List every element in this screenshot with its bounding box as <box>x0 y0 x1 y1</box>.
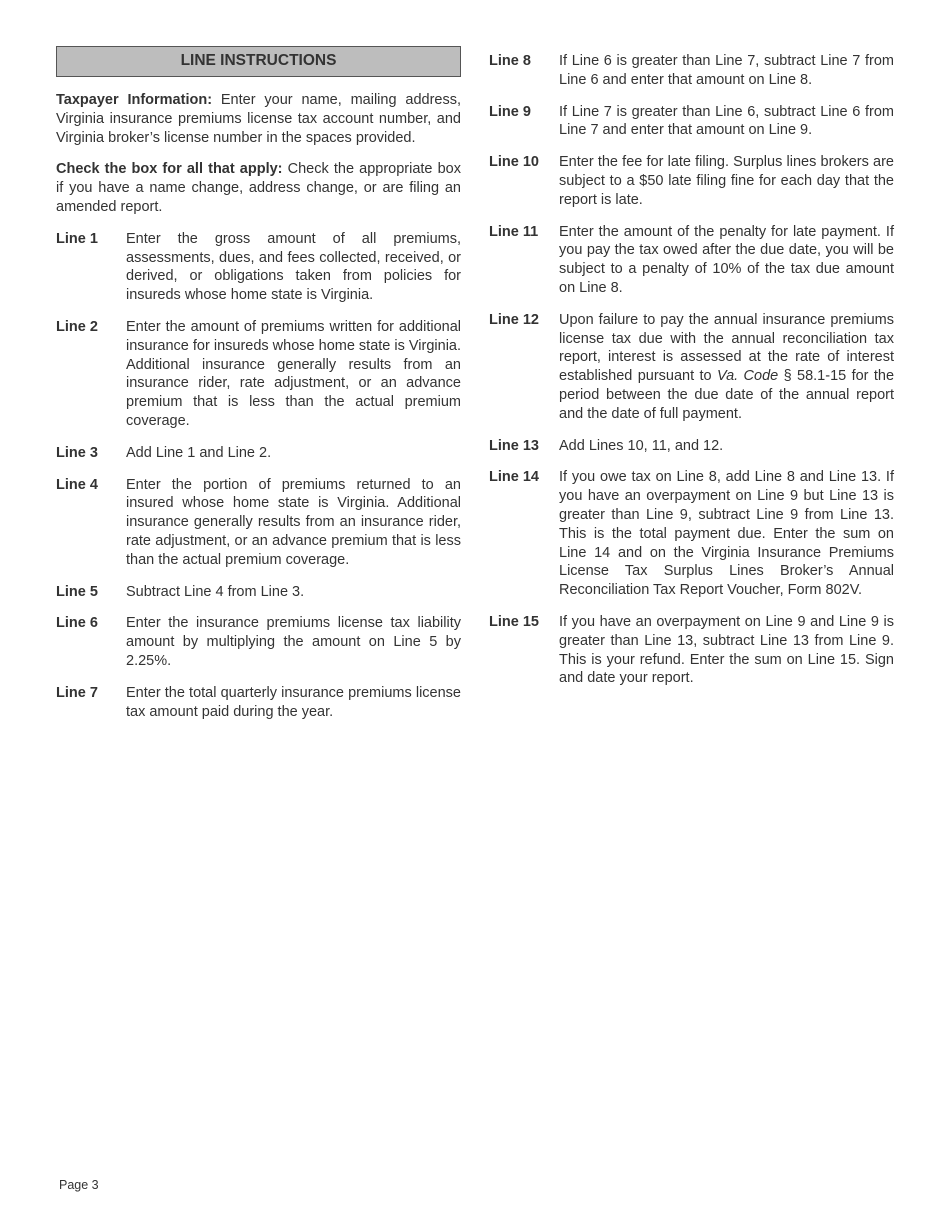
paragraph-lead: Check the box for all that apply: <box>56 161 283 178</box>
line-item-6 <box>56 614 461 670</box>
code-citation: Va. Code <box>716 368 779 385</box>
line-text: Add Lines 10, 11, and 12. <box>559 437 724 454</box>
line-item-5 <box>56 583 461 602</box>
line-text: If you owe tax on Line 8, add Line 8 and Line 13. If you have an overpayment on Line 9 but Line 13 is greater than Line 9, subtract Line 9 from Line 13. This is the total payment due. Enter the sum on Line 14 and on the Virginia Insurance Premiums License Tax Surplus Lines Broker’s Annual Reconciliation Tax Report Voucher, Form 802V. <box>559 469 894 599</box>
line-text <box>559 311 894 424</box>
paragraph-lead: Taxpayer Information: <box>56 92 213 108</box>
line-item-4 <box>56 476 461 570</box>
line-item-2 <box>56 318 461 431</box>
line-text: Enter the portion of premiums returned to an insured whose home state is Virginia. Additional insurance generally results from an insurance rider, rate adjustment, or an advance premium that is less than the actual premium coverage. <box>126 476 461 568</box>
line-item-1 <box>56 230 461 305</box>
left-column <box>56 46 461 734</box>
line-text: Enter the fee for late filing. Surplus lines brokers are subject to a $50 late filing fine for each day that the report is late. <box>559 154 894 208</box>
section-title: LINE INSTRUCTIONS <box>180 52 337 70</box>
line-text: If Line 7 is greater than Line 6, subtract Line 6 from Line 7 and enter that amount on Line 9. <box>559 103 894 139</box>
taxpayer-info-paragraph <box>56 91 461 147</box>
line-label: Line 7 <box>56 684 98 701</box>
line-label: Line 4 <box>56 476 98 493</box>
line-item-12 <box>489 311 894 424</box>
page-number: Page 3 <box>59 1178 99 1192</box>
line-text: Enter the amount of the penalty for late payment. If you pay the tax owed after the due date, you will be subject to a penalty of 10% of the tax due amount on Line 8. <box>559 223 894 296</box>
line-label: Line 2 <box>56 318 98 335</box>
line-text: Enter the total quarterly insurance premiums license tax amount paid during the year. <box>126 684 461 720</box>
line-label: Line 12 <box>489 311 539 328</box>
line-text: Enter the gross amount of all premiums, assessments, dues, and fees collected, received, or derived, or obligations taken from policies for insureds whose home state is Virginia. <box>126 230 461 304</box>
line-label: Line 6 <box>56 615 98 632</box>
line-label: Line 5 <box>56 583 98 600</box>
line-item-9 <box>489 103 894 141</box>
line-item-7 <box>56 684 461 722</box>
line-item-15 <box>489 613 894 688</box>
line-label: Line 15 <box>489 613 539 630</box>
line-item-3 <box>56 444 461 463</box>
line-label: Line 11 <box>489 223 539 240</box>
line-label: Line 10 <box>489 154 539 171</box>
line-label: Line 8 <box>489 53 531 69</box>
line-text-part: Upon failure to pay the annual insurance premiums license tax due with the annual reconciliation tax report, interest is assessed at the rate of interest established pursuant to <box>559 311 894 385</box>
right-column <box>489 52 894 701</box>
paragraph-text: Enter your name, mailing address, Virginia insurance premiums license tax account number, and Virginia broker’s license number in the spaces provided. <box>56 92 462 146</box>
line-label: Line 14 <box>489 469 539 486</box>
line-item-13 <box>489 437 894 456</box>
line-text: Enter the insurance premiums license tax liability amount by multiplying the amount on Line 5 by 2.25%. <box>126 615 461 669</box>
line-label: Line 13 <box>489 437 539 454</box>
check-box-paragraph <box>56 160 461 216</box>
line-item-11 <box>489 223 894 298</box>
line-label: Line 1 <box>56 230 98 247</box>
line-item-14 <box>489 468 894 600</box>
section-header <box>56 46 461 77</box>
line-item-8 <box>489 52 894 90</box>
line-text: If you have an overpayment on Line 9 and Line 9 is greater than Line 13, subtract Line 13 from Line 9. This is your refund. Enter the sum on Line 15. Sign and date your report. <box>559 613 894 687</box>
line-label: Line 3 <box>56 444 98 461</box>
line-text: Subtract Line 4 from Line 3. <box>126 583 305 600</box>
line-text: Enter the amount of premiums written for additional insurance for insureds whose home state is Virginia. Additional insurance generally results from an insurance rider, rate adjustment, or an advance premium that is less than the actual premium coverage. <box>126 318 462 429</box>
line-text-part: § 58.1-15 for the period between the due date of the annual report and the date of full payment. <box>559 368 895 422</box>
line-text: If Line 6 is greater than Line 7, subtract Line 7 from Line 6 and enter that amount on Line 8. <box>559 53 894 88</box>
line-text: Add Line 1 and Line 2. <box>126 444 272 461</box>
line-label: Line 9 <box>489 103 531 120</box>
line-item-10 <box>489 153 894 209</box>
paragraph-text: Check the appropriate box if you have a name change, address change, or are filing an amended report. <box>56 161 461 215</box>
